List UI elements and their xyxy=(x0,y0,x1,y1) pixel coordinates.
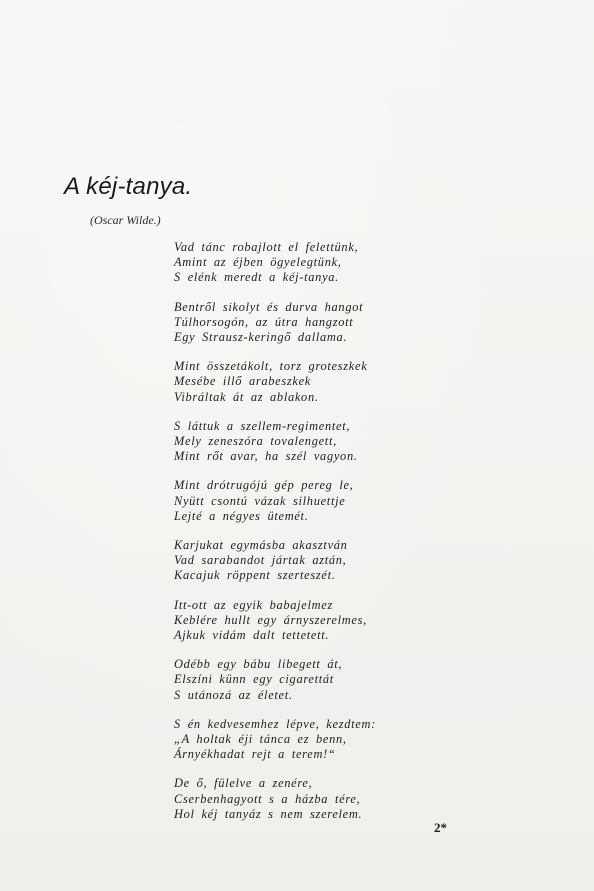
verse-line: Nyütt csontú vázak silhuettje xyxy=(174,493,346,508)
stanza xyxy=(174,300,414,346)
verse-line: Mesébe illő arabeszkek xyxy=(174,374,312,389)
verse-line: Árnyékhadat rejt a terem!“ xyxy=(174,747,336,762)
stanza xyxy=(174,478,414,524)
verse-line: Vad tánc robajlott el felettünk, xyxy=(174,240,359,254)
verse-line: Egy Strausz-keringő dallama. xyxy=(174,330,348,345)
verse-line: Mely zeneszóra tovalengett, xyxy=(174,434,337,449)
verse-line: Karjukat egymásba akasztván xyxy=(174,538,348,553)
verse-line: Itt-ott az egyik babajelmez xyxy=(174,597,333,612)
stanza xyxy=(174,538,414,584)
poem-title: A kéj-tanya. xyxy=(64,173,193,200)
verse-line: Mint összetákolt, torz groteszkek xyxy=(174,359,368,374)
verse-line: Cserbenhagyott s a házba tére, xyxy=(174,791,361,806)
verse-line: Bentről sikolyt és durva hangot xyxy=(174,299,364,314)
verse-line: Ajkuk vidám dalt tettetett. xyxy=(174,628,330,643)
verse-line: Lejté a négyes ütemét. xyxy=(174,508,309,523)
stanza xyxy=(174,240,414,286)
verse-line: Amint az éjben ögyelegtünk, xyxy=(174,255,342,270)
verse-line: Túlhorsogón, az útra hangzott xyxy=(174,314,354,329)
verse-line: S utánozá az életet. xyxy=(174,687,293,702)
verse-line: S elénk meredt a kéj-tanya. xyxy=(174,270,339,285)
page-number: 2* xyxy=(434,820,447,835)
stanza xyxy=(174,717,414,763)
verse-line: S láttuk a szellem-regimentet, xyxy=(174,418,351,433)
verse-line: De ő, fülelve a zenére, xyxy=(174,776,313,791)
verse-line: Mint rőt avar, ha szél vagyon. xyxy=(174,449,358,464)
verse-line: „A holtak éji tánca ez benn, xyxy=(174,732,347,747)
verse-line: Vad sarabandot jártak aztán, xyxy=(174,553,347,568)
verse-line: S én kedvesemhez lépve, kezdtem: xyxy=(174,716,376,731)
stanza xyxy=(174,776,414,822)
stanza xyxy=(174,657,414,703)
verse-line: Kacajuk röppent szerteszét. xyxy=(174,568,336,583)
verse-line: Elszíni künn egy cigarettát xyxy=(174,672,334,687)
verse-line: Mint drótrugójú gép pereg le, xyxy=(174,478,354,493)
stanza xyxy=(174,598,414,644)
verse-line: Vibráltak át az ablakon. xyxy=(174,389,319,404)
poem-body xyxy=(174,240,414,836)
verse-line: Hol kéj tanyáz s nem szerelem. xyxy=(174,806,363,821)
poem-attribution: (Oscar Wilde.) xyxy=(90,213,161,227)
verse-line: Odébb egy bábu libegett át, xyxy=(174,657,343,672)
verse-line: Keblére hullt egy árnyszerelmes, xyxy=(174,612,367,627)
stanza xyxy=(174,359,414,405)
stanza xyxy=(174,419,414,465)
